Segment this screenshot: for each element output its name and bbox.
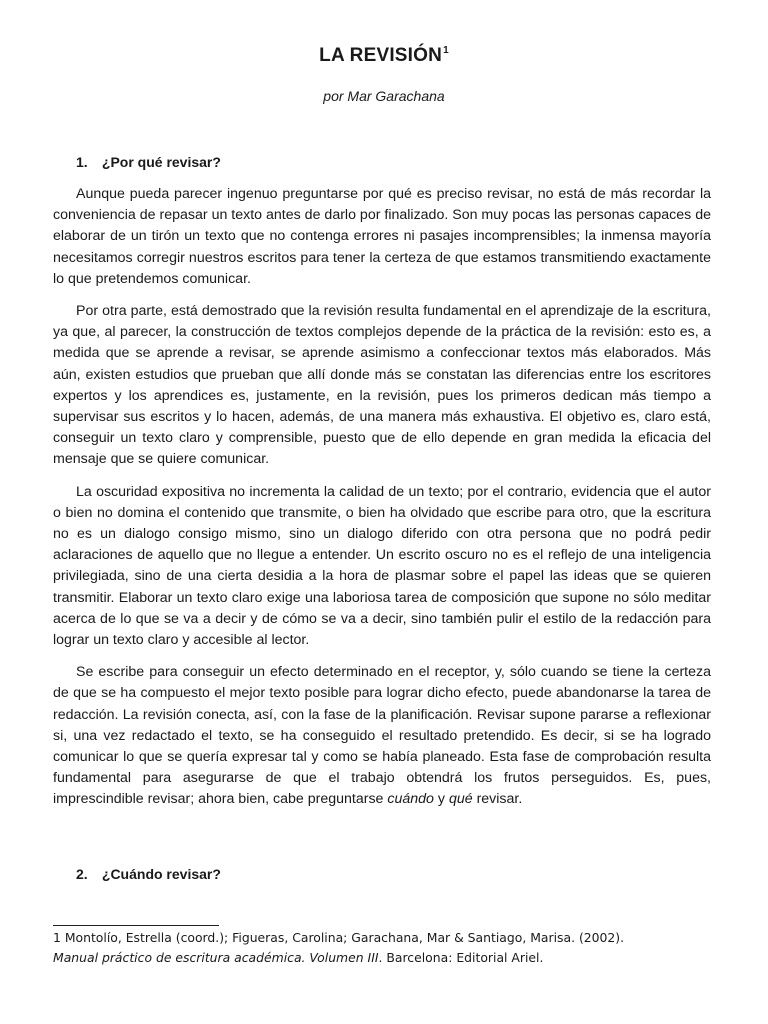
footnote-separator — [53, 925, 219, 926]
paragraph-text: revisar. — [476, 791, 523, 808]
emphasis-text: cuándo — [387, 791, 434, 808]
section-heading-1 — [76, 154, 221, 170]
paragraph: Aunque pueda parecer ingenuo preguntarse por qué es preciso revisar, no está de más recordar la conveniencia de repasar un texto antes de darlo por finalizado. Son muy pocas las personas capaces de elaborar de un tirón un texto que no contenga errores ni pasajes incomprensibles; la inmensa mayoría necesitamos corregir nuestros escritos para tener la certeza de que estamos transmitiendo exactamente lo que pretendemos comunicar. — [53, 186, 711, 287]
section-heading-2 — [76, 866, 221, 882]
section-number: 1. — [76, 154, 88, 170]
footnote-text: . Barcelona: Editorial Ariel. — [378, 949, 544, 965]
body-text — [53, 184, 711, 822]
section-number: 2. — [76, 866, 88, 882]
footnote-reference[interactable]: 1 — [443, 45, 449, 56]
title-text: LA REVISIÓN — [319, 45, 443, 66]
paragraph: Por otra parte, está demostrado que la revisión resulta fundamental en el aprendizaje de la escritura, ya que, al parecer, la construcción de textos complejos depende de la práctica de la revisión: esto es, a medida que se aprende a revisar, se aprende asimismo a confeccionar textos más elaborados. Más aún, existen estudios que prueban que allí donde más se constatan las diferencias entre los escritores expertos y los aprendices es, justamente, en la revisión, pues los primeros dedican más tiempo a supervisar sus escritos y lo hacen, además, de una manera más exhaustiva. El objetivo es, claro está, conseguir un texto claro y comprensible, puesto que de ello depende en gran medida la eficacia del mensaje que se quiere comunicar. — [53, 303, 711, 468]
emphasis-text: qué — [448, 791, 473, 808]
author-line: por Mar Garachana — [323, 88, 445, 104]
paragraph-text: y — [437, 791, 445, 808]
section-title: ¿Por qué revisar? — [101, 154, 221, 170]
footnote-book-title: Manual práctico de escritura académica. Volumen III — [53, 949, 379, 965]
section-title: ¿Cuándo revisar? — [101, 866, 221, 882]
paragraph-text: Se escribe para conseguir un efecto determinado en el receptor, y, sólo cuando se tiene la certeza de que se ha compuesto el mejor texto posible para lograr dicho efecto, puede abandonarse la tarea de redacción. La revisión conecta, así, con la fase de la planificación. Revisar supone pararse a reflexionar si, una vez redactado el texto, se ha conseguido el resultado pretendido. Es decir, si se ha logrado comunicar lo que se quería expresar tal y como se había planeado. Esta fase de comprobación resulta fundamental para asegurarse de que el trabajo obtendrá los frutos perseguidos. Es, pues, imprescindible revisar; ahora bien, cabe preguntarse — [53, 664, 711, 808]
paragraph: La oscuridad expositiva no incrementa la calidad de un texto; por el contrario, evidencia que el autor o bien no domina el contenido que transmite, o bien ha olvidado que escribe para otro, que la escritura no es un dialogo consigo mismo, sino un dialogo diferido con otra persona que no podrá pedir aclaraciones de aquello que no llegue a entender. Un escrito oscuro no es el reflejo de una inteligencia privilegiada, sino de una cierta desidia a la hora de plasmar sobre el papel las ideas que se quieren transmitir. Elaborar un texto claro exige una laboriosa tarea de composición que supone no sólo meditar acerca de lo que se va a decir y de cómo se va a decir, sino también pulir el estilo de la redacción para lograr un texto claro y accesible al lector. — [53, 483, 711, 649]
footnote — [53, 928, 733, 967]
footnote-text: 1 Montolío, Estrella (coord.); Figueras, Carolina; Garachana, Mar & Santiago, Marisa. (2002). — [53, 930, 625, 945]
page-title — [0, 45, 768, 67]
paragraph — [53, 662, 711, 810]
